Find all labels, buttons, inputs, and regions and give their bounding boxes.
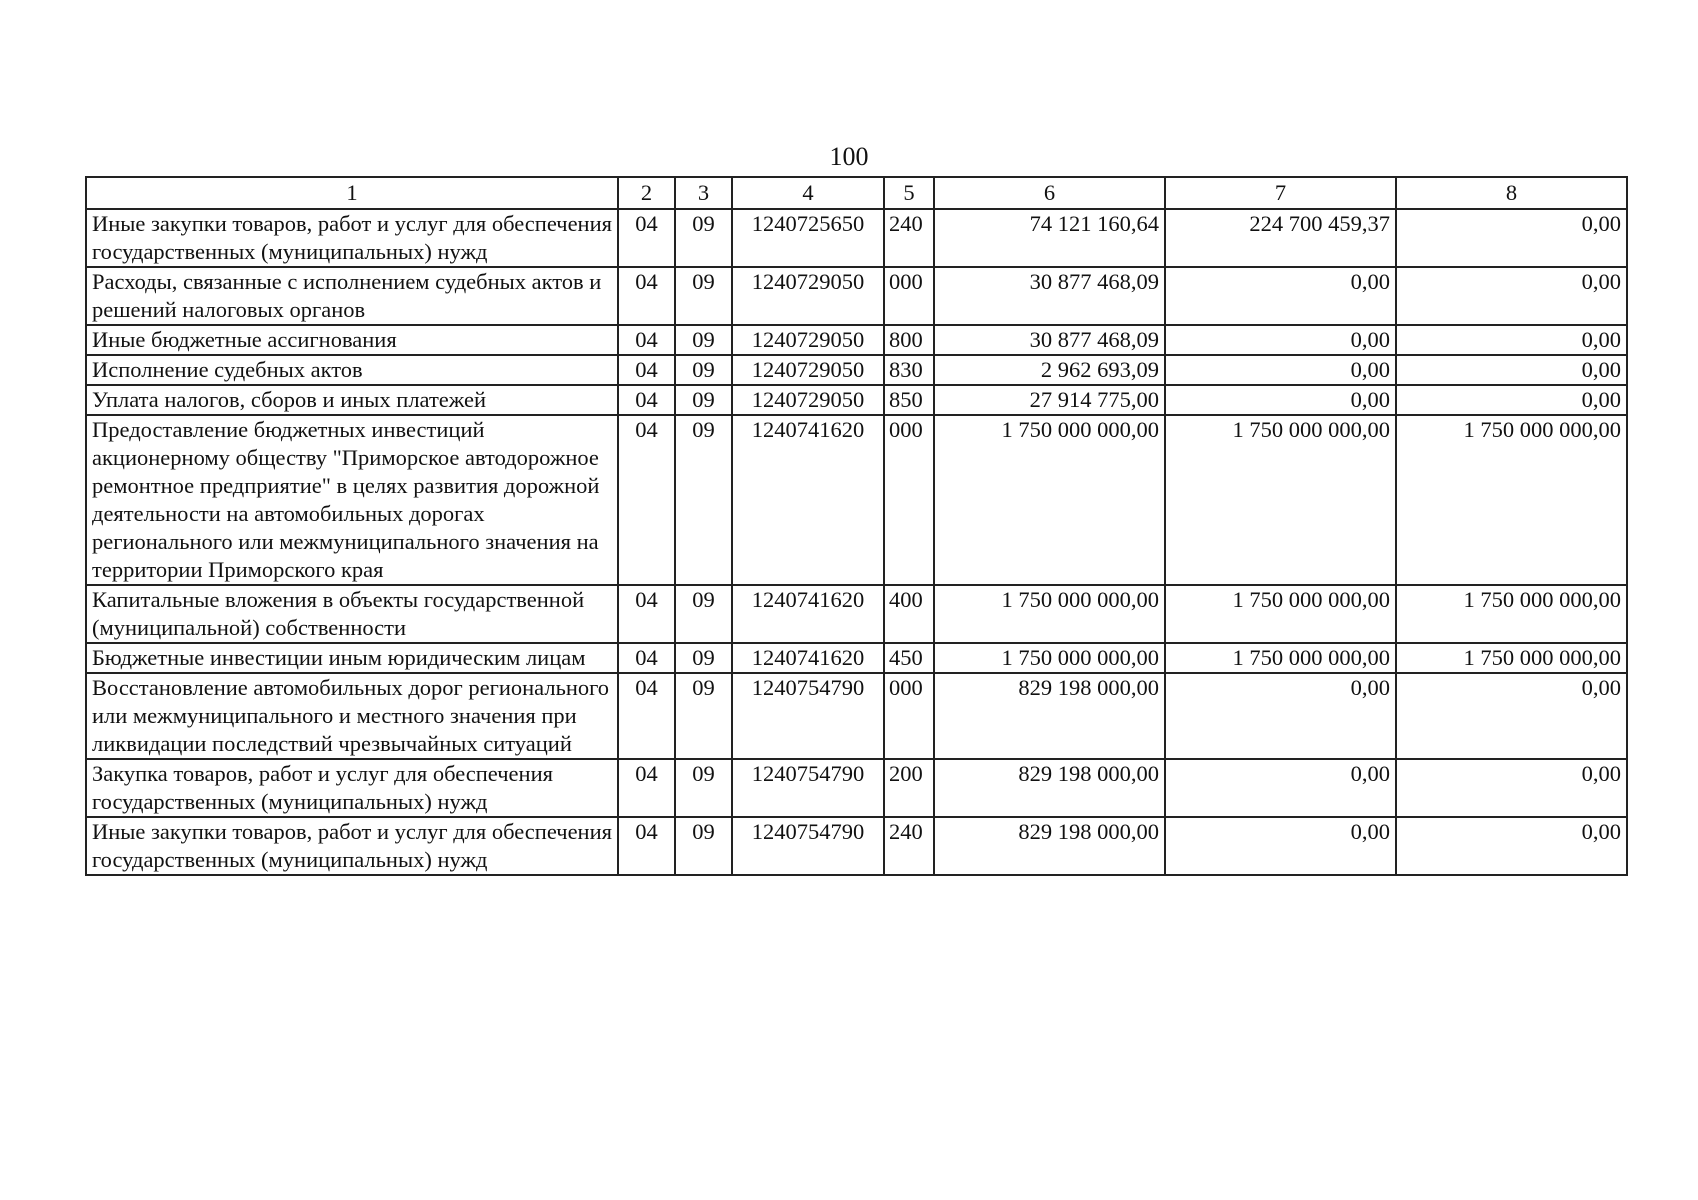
- table-row: [86, 817, 1627, 875]
- amount-column-7: 224 700 459,37: [1165, 209, 1396, 267]
- item-name: Расходы, связанные с исполнением судебных актов и решений налоговых органов: [86, 267, 618, 325]
- subsection-code: 09: [675, 759, 732, 817]
- amount-column-8: 0,00: [1396, 673, 1627, 759]
- expense-type-code: 000: [884, 415, 934, 585]
- item-name: Капитальные вложения в объекты государственной (муниципальной) собственности: [86, 585, 618, 643]
- section-code: 04: [618, 585, 675, 643]
- target-article-code: 1240741620: [732, 585, 884, 643]
- section-code: 04: [618, 267, 675, 325]
- expense-type-code: 240: [884, 817, 934, 875]
- section-code: 04: [618, 325, 675, 355]
- table-row: [86, 643, 1627, 673]
- expense-type-code: 830: [884, 355, 934, 385]
- amount-column-8: 1 750 000 000,00: [1396, 415, 1627, 585]
- amount-column-6: 829 198 000,00: [934, 673, 1165, 759]
- table-row: [86, 355, 1627, 385]
- expense-type-code: 200: [884, 759, 934, 817]
- expense-type-code: 000: [884, 267, 934, 325]
- table-row: [86, 759, 1627, 817]
- subsection-code: 09: [675, 355, 732, 385]
- section-code: 04: [618, 209, 675, 267]
- amount-column-7: 0,00: [1165, 759, 1396, 817]
- target-article-code: 1240754790: [732, 817, 884, 875]
- column-header: 7: [1165, 177, 1396, 209]
- amount-column-6: 74 121 160,64: [934, 209, 1165, 267]
- amount-column-6: 1 750 000 000,00: [934, 585, 1165, 643]
- subsection-code: 09: [675, 385, 732, 415]
- amount-column-8: 0,00: [1396, 385, 1627, 415]
- subsection-code: 09: [675, 585, 732, 643]
- amount-column-7: 1 750 000 000,00: [1165, 643, 1396, 673]
- amount-column-6: 1 750 000 000,00: [934, 415, 1165, 585]
- amount-column-6: 2 962 693,09: [934, 355, 1165, 385]
- table-row: [86, 267, 1627, 325]
- amount-column-7: 0,00: [1165, 817, 1396, 875]
- table-row: [86, 385, 1627, 415]
- section-code: 04: [618, 817, 675, 875]
- amount-column-7: 0,00: [1165, 385, 1396, 415]
- amount-column-6: 30 877 468,09: [934, 267, 1165, 325]
- section-code: 04: [618, 355, 675, 385]
- item-name: Иные закупки товаров, работ и услуг для обеспечения государственных (муниципальных) нужд: [86, 817, 618, 875]
- budget-table: [85, 176, 1628, 876]
- amount-column-6: 30 877 468,09: [934, 325, 1165, 355]
- amount-column-7: 0,00: [1165, 267, 1396, 325]
- amount-column-8: 0,00: [1396, 355, 1627, 385]
- expense-type-code: 800: [884, 325, 934, 355]
- amount-column-8: 1 750 000 000,00: [1396, 585, 1627, 643]
- header-row: [86, 177, 1627, 209]
- table-row: [86, 585, 1627, 643]
- column-header: 4: [732, 177, 884, 209]
- column-header: 8: [1396, 177, 1627, 209]
- target-article-code: 1240729050: [732, 385, 884, 415]
- table-row: [86, 673, 1627, 759]
- target-article-code: 1240741620: [732, 643, 884, 673]
- section-code: 04: [618, 385, 675, 415]
- target-article-code: 1240725650: [732, 209, 884, 267]
- amount-column-6: 27 914 775,00: [934, 385, 1165, 415]
- table-row: [86, 209, 1627, 267]
- target-article-code: 1240729050: [732, 325, 884, 355]
- item-name: Закупка товаров, работ и услуг для обеспечения государственных (муниципальных) нужд: [86, 759, 618, 817]
- expense-type-code: 240: [884, 209, 934, 267]
- column-header: 6: [934, 177, 1165, 209]
- item-name: Иные бюджетные ассигнования: [86, 325, 618, 355]
- target-article-code: 1240729050: [732, 267, 884, 325]
- expense-type-code: 400: [884, 585, 934, 643]
- amount-column-8: 0,00: [1396, 759, 1627, 817]
- subsection-code: 09: [675, 673, 732, 759]
- amount-column-6: 1 750 000 000,00: [934, 643, 1165, 673]
- amount-column-7: 0,00: [1165, 325, 1396, 355]
- table-row: [86, 325, 1627, 355]
- section-code: 04: [618, 673, 675, 759]
- section-code: 04: [618, 643, 675, 673]
- amount-column-7: 1 750 000 000,00: [1165, 585, 1396, 643]
- expense-type-code: 000: [884, 673, 934, 759]
- page-number: 100: [829, 142, 869, 171]
- amount-column-7: 1 750 000 000,00: [1165, 415, 1396, 585]
- target-article-code: 1240741620: [732, 415, 884, 585]
- amount-column-7: 0,00: [1165, 355, 1396, 385]
- expense-type-code: 850: [884, 385, 934, 415]
- expense-type-code: 450: [884, 643, 934, 673]
- item-name: Исполнение судебных актов: [86, 355, 618, 385]
- amount-column-8: 0,00: [1396, 325, 1627, 355]
- column-header: 5: [884, 177, 934, 209]
- table-row: [86, 415, 1627, 585]
- amount-column-8: 0,00: [1396, 209, 1627, 267]
- amount-column-6: 829 198 000,00: [934, 817, 1165, 875]
- subsection-code: 09: [675, 643, 732, 673]
- item-name: Предоставление бюджетных инвестиций акционерному обществу "Приморское автодорожное ремонтное предприятие" в целях развития дорожной деятельности на автомобильных дорогах регионального или межмуниципального значения на территории Приморского края: [86, 415, 618, 585]
- column-header: 3: [675, 177, 732, 209]
- subsection-code: 09: [675, 415, 732, 585]
- subsection-code: 09: [675, 267, 732, 325]
- amount-column-8: 0,00: [1396, 817, 1627, 875]
- item-name: Восстановление автомобильных дорог регионального или межмуниципального и местного значения при ликвидации последствий чрезвычайных ситуаций: [86, 673, 618, 759]
- subsection-code: 09: [675, 817, 732, 875]
- target-article-code: 1240754790: [732, 759, 884, 817]
- amount-column-6: 829 198 000,00: [934, 759, 1165, 817]
- subsection-code: 09: [675, 325, 732, 355]
- subsection-code: 09: [675, 209, 732, 267]
- amount-column-7: 0,00: [1165, 673, 1396, 759]
- section-code: 04: [618, 759, 675, 817]
- item-name: Уплата налогов, сборов и иных платежей: [86, 385, 618, 415]
- section-code: 04: [618, 415, 675, 585]
- target-article-code: 1240754790: [732, 673, 884, 759]
- item-name: Бюджетные инвестиции иным юридическим лицам: [86, 643, 618, 673]
- amount-column-8: 0,00: [1396, 267, 1627, 325]
- column-header: 1: [86, 177, 618, 209]
- item-name: Иные закупки товаров, работ и услуг для обеспечения государственных (муниципальных) нужд: [86, 209, 618, 267]
- target-article-code: 1240729050: [732, 355, 884, 385]
- amount-column-8: 1 750 000 000,00: [1396, 643, 1627, 673]
- column-header: 2: [618, 177, 675, 209]
